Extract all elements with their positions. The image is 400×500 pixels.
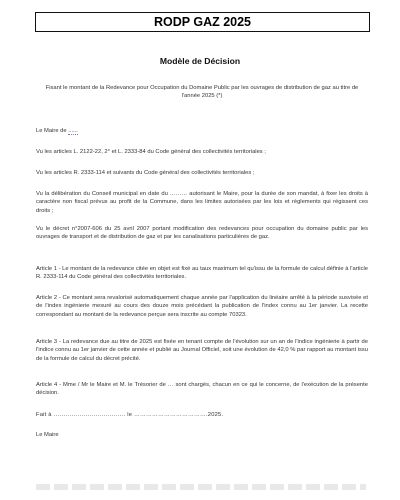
mayor-prefix: Le Maire de bbox=[36, 128, 67, 134]
fait-line: Fait à ……………………………… le ……………………………….2025. bbox=[36, 412, 224, 418]
page-footer-fragment bbox=[36, 484, 366, 490]
visa-4: Vu le décret n°2007-606 du 25 avril 2007 portant modification des redevances pour occupation du domaine public par les ouvrages de transport et de distribution de gaz et par les canalisations particulières de gaz. bbox=[36, 226, 368, 241]
visa-2: Vu les articles R. 2333-114 et suivants du Code général des collectivités territoriales ; bbox=[36, 170, 255, 176]
intro-paragraph: Fixant le montant de la Redevance pour Occupation du Domaine Public par les ouvrages de distribution de gaz au titre de l'année 2025 (*) bbox=[45, 85, 359, 100]
document-subtitle: Modèle de Décision bbox=[159, 56, 241, 66]
article-3: Article 3 - La redevance due au titre de 2025 est fixée en tenant compte de l'évolution sur un an de l'indice ingénierie à partir de l'indice connu au 1er janvier de cette année et publié au Journal Officiel, soit une évolution de 42,0 % par rapport au montant issu de la formule de calcul du décret précité. bbox=[36, 339, 368, 362]
visa-1: Vu les articles L. 2122-22, 2° et L. 2333-84 du Code général des collectivités territoriales ; bbox=[36, 149, 266, 155]
signer: Le Maire bbox=[36, 432, 59, 438]
visa-3: Vu la délibération du Conseil municipal en date du ……… autorisant le Maire, pour la durée de son mandat, à fixer les droits à caractère non fiscal prévus au profit de la Commune, dans les limites autorisées par les lois et règlements qui régissent ces droits ; bbox=[36, 191, 368, 214]
article-2: Article 2 - Ce montant sera revalorisé automatiquement chaque année par l'application du linéaire arrêté à la période susvisée et de l'index ingénierie mesuré au cours des douze mois précédant la publication de l'index connu au 1er janvier. La recette correspondant au montant de la redevance perçue sera inscrite au compte 70323. bbox=[36, 295, 368, 318]
article-4: Article 4 - Mme / Mr le Maire et M. le Trésorier de … sont chargés, chacun en ce qui le concerne, de l'exécution de la présente décision. bbox=[36, 382, 368, 397]
article-1: Article 1 - Le montant de la redevance citée en objet est fixé au taux maximum tel qu'issu de la formule de calcul définie à l'article R. 2333-114 du Code général des collectivités territoriales. bbox=[36, 266, 368, 281]
mayor-placeholder-dots: ...... bbox=[68, 128, 78, 134]
document-title: RODP GAZ 2025 bbox=[35, 12, 370, 32]
mayor-line bbox=[36, 127, 368, 135]
